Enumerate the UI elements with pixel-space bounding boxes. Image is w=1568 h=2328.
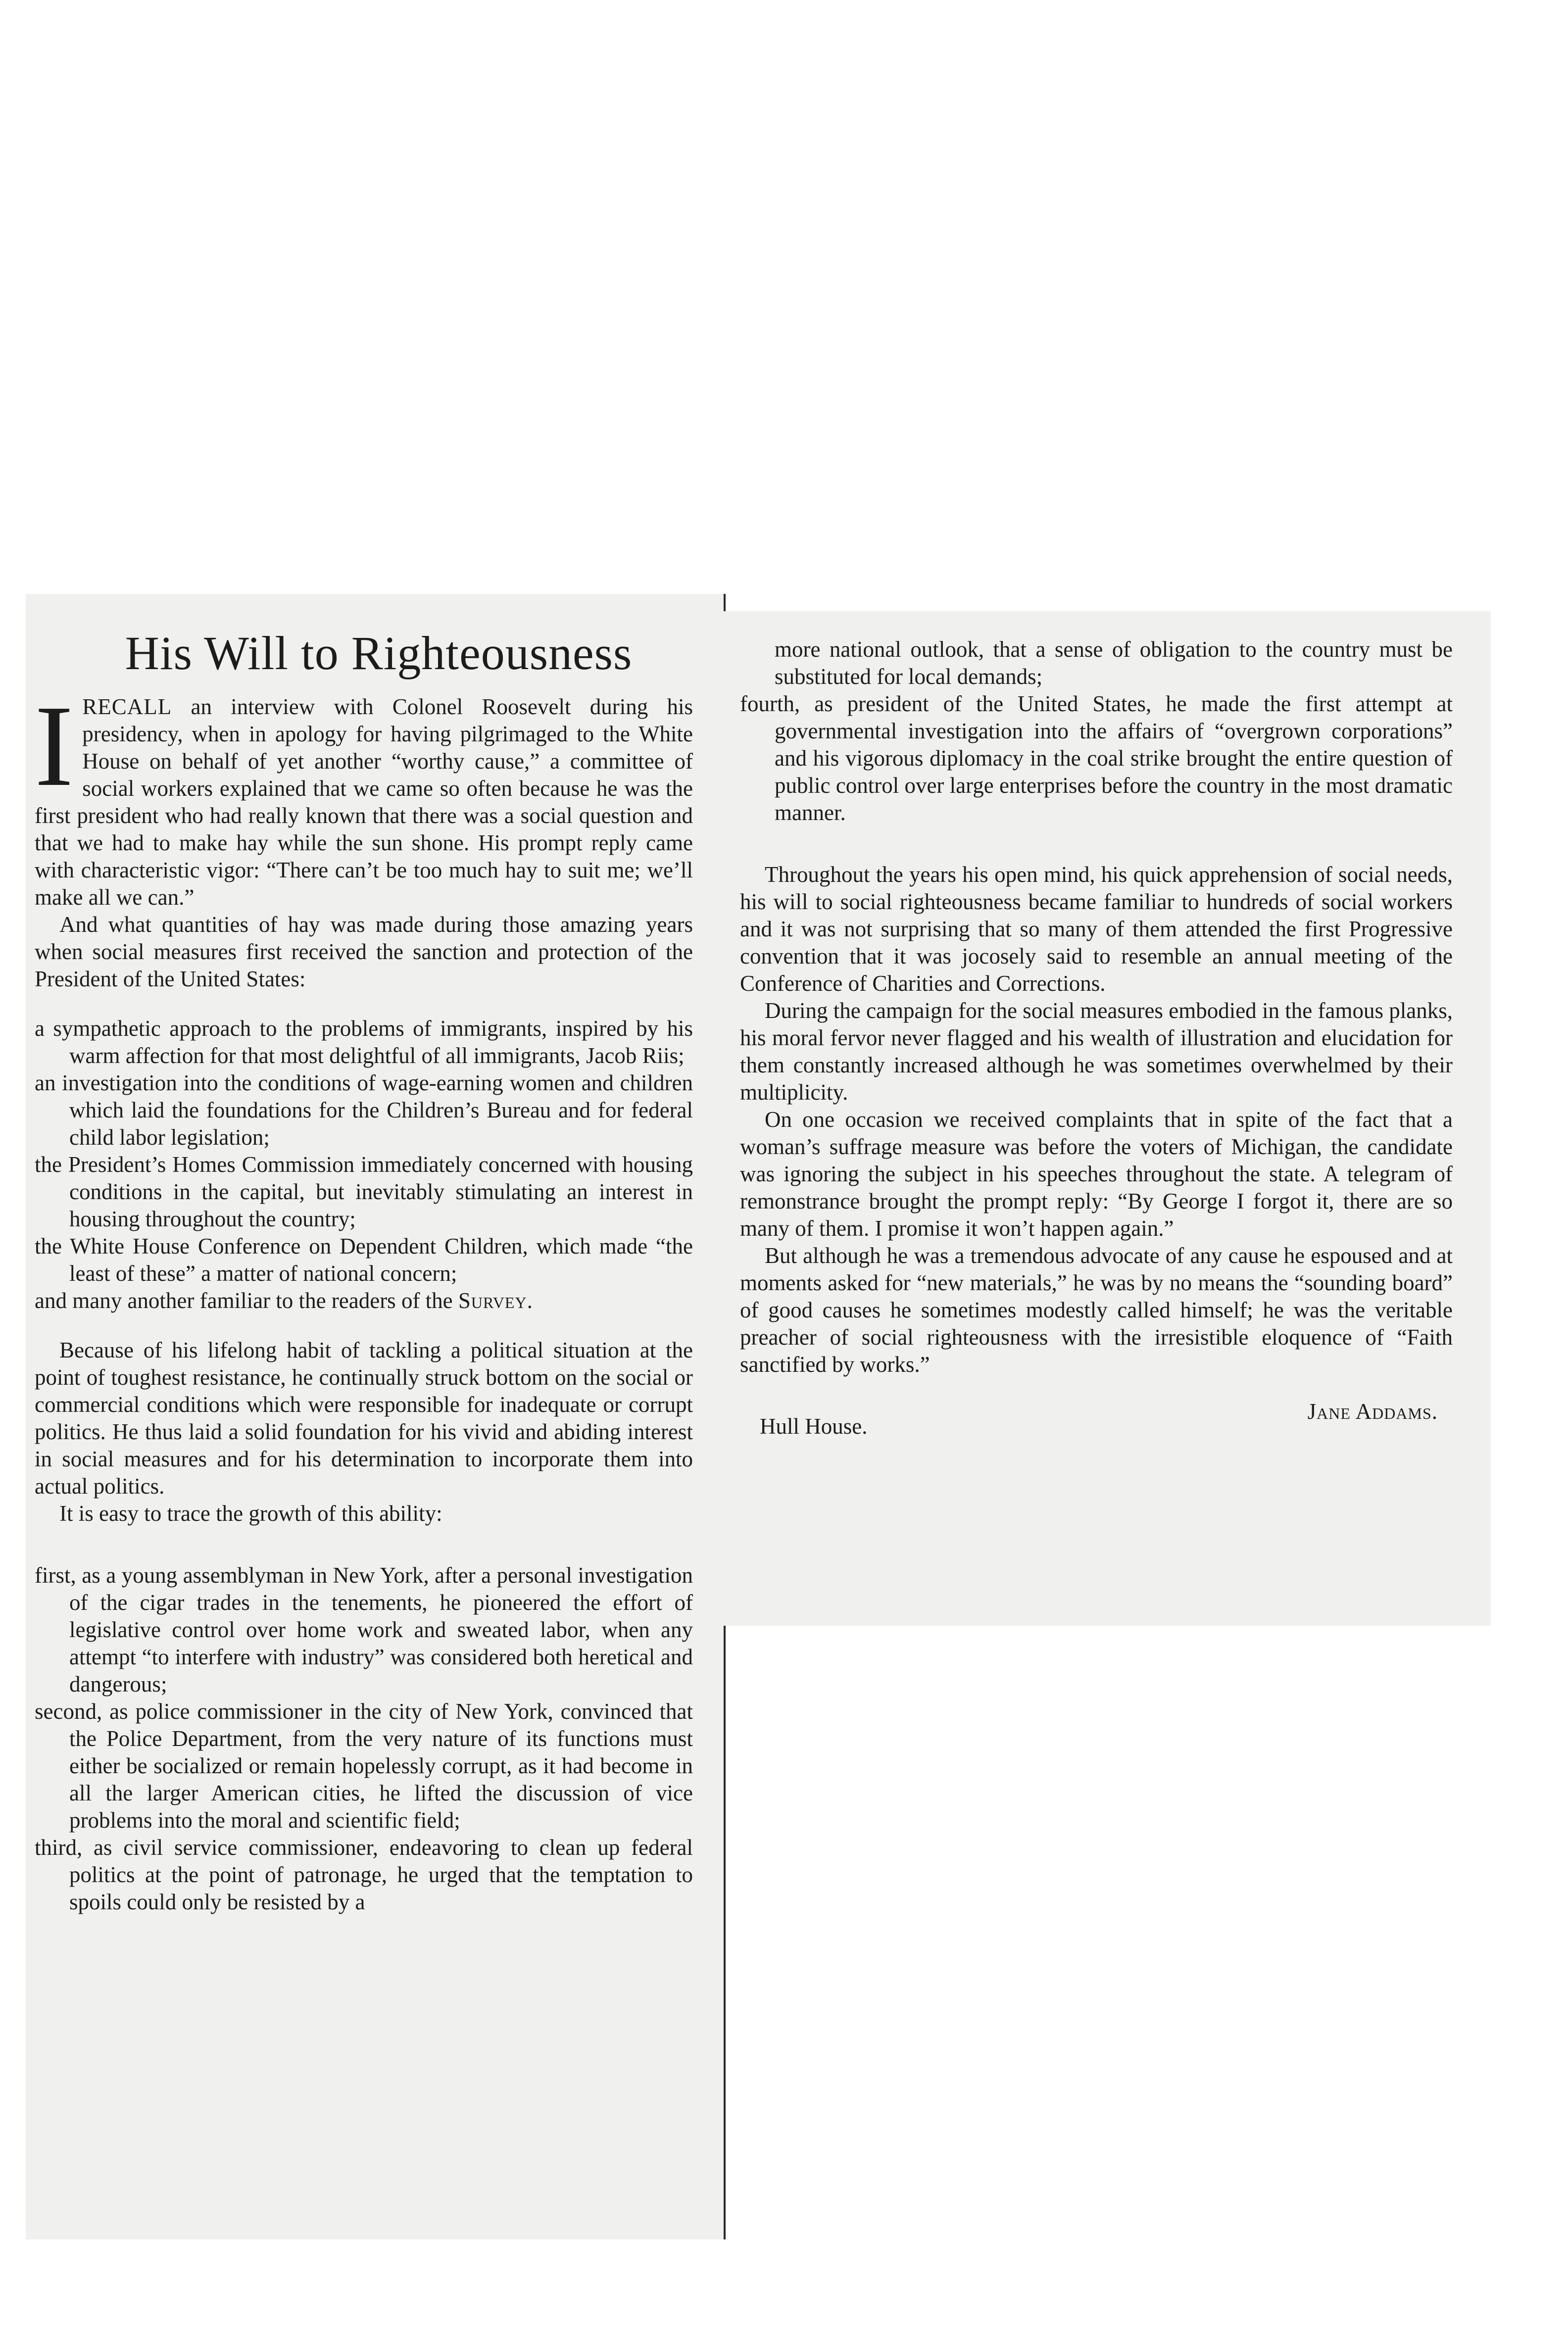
- list-item: the White House Conference on Dependent Children, which made “the least of these” a matter of national concern;: [35, 1233, 693, 1286]
- list-item: fourth, as president of the United States, he made the first attempt at governmental investigation into the affairs of “overgrown corporations” and his vigorous diplomacy in the coal strike brought the entire question of public control over large enterprises before the country in the most dramatic manner.: [740, 691, 1453, 825]
- opening-paragraph: [35, 681, 693, 911]
- opening-lead-word: RECALL: [82, 694, 172, 719]
- paragraph-advocate: But although he was a tremendous advocate of any cause he espoused and at moments asked for “new materials,” he was by no means the “sounding board” of good causes he sometimes modestly called himself; he was the veritable preacher of social righteousness with the irresistible eloquence of “Faith sanctified by works.”: [740, 1243, 1453, 1377]
- career-list: [35, 1562, 693, 1916]
- list-item: an investigation into the conditions of wage-earning women and children which laid the foundations for the Children’s Bureau and for federal child labor legislation;: [35, 1070, 693, 1150]
- author-name: Jane Addams.: [1307, 1399, 1438, 1424]
- opening-paragraph-text: an interview with Colonel Roosevelt during his presidency, when in apology for having pilgrimaged to the White House on behalf of yet another “worthy cause,” a committee of social workers explained that we came so often because he was the first president who had really known that there was a social question and that we had to make hay while the sun shone. His prompt reply came with characteristic vigor: “There can’t be too much hay to suit me; we’ll make all we can.”: [35, 694, 693, 910]
- list-item: a sympathetic approach to the problems of immigrants, inspired by his warm affection for that most delightful of all immigrants, Jacob Riis;: [35, 1016, 693, 1068]
- signature-block: [740, 1398, 1453, 1440]
- paragraph-open-mind: Throughout the years his open mind, his quick apprehension of social needs, his will to social righteousness became familiar to hundreds of social workers and it was not surprising that so many of them attended the first Progressive convention that it was jocosely said to resemble an annual meeting of the Conference of Charities and Corrections.: [740, 862, 1453, 996]
- continued-text: more national outlook, that a sense of obligation to the country must be substituted for local demands;: [775, 637, 1453, 689]
- right-column: [740, 636, 1453, 1440]
- list-item: [35, 1287, 693, 1314]
- place-line: Hull House.: [760, 1414, 868, 1439]
- drop-cap: I: [35, 681, 74, 810]
- list-item: second, as police commissioner in the city of New York, convinced that the Police Department, from the very nature of its functions must either be socialized or remain hopelessly corrupt, as it had become in all the larger American cities, he lifted the discussion of vice problems into the moral and scientific field;: [35, 1698, 693, 1833]
- career-list-continued: [740, 690, 1453, 826]
- list-item-text: and many another familiar to the readers of the: [35, 1288, 458, 1313]
- paragraph-campaign: During the campaign for the social measures embodied in the famous planks, his moral fervor never flagged and his wealth of illustration and elucidation for them constantly increased although he was sometimes overwhelmed by their multiplicity.: [740, 998, 1453, 1105]
- list-item: third, as civil service commissioner, endeavoring to clean up federal politics at the point of patronage, he urged that the temptation to spoils could only be resisted by a: [35, 1835, 693, 1914]
- list-item: first, as a young assemblyman in New York, after a personal investigation of the cigar trades in the tenements, he pioneered the effort of legislative control over home work and sweated labor, when any attempt “to interfere with industry” was considered both heretical and dangerous;: [35, 1562, 693, 1697]
- paragraph-lifelong-habit: Because of his lifelong habit of tackling a political situation at the point of toughest resistance, he continually struck bottom on the social or commercial conditions which were responsible for inadequate or corrupt politics. He thus laid a solid foundation for his vivid and abiding interest in social measures and for his determination to incorporate them into actual politics.: [35, 1337, 693, 1499]
- measures-list: [35, 1015, 693, 1314]
- article-title: His Will to Righteousness: [125, 627, 633, 679]
- left-column: [35, 629, 693, 1916]
- survey-name: Survey.: [458, 1288, 533, 1313]
- paragraph-hay: And what quantities of hay was made during those amazing years when social measures first received the sanction and protection of the President of the United States:: [35, 912, 693, 991]
- list-item: the President’s Homes Commission immediately concerned with housing conditions in the capital, but inevitably stimulating an interest in housing throughout the country;: [35, 1152, 693, 1231]
- paragraph-trace-growth: It is easy to trace the growth of this ability:: [59, 1501, 442, 1526]
- paragraph-michigan: On one occasion we received complaints that in spite of the fact that a woman’s suffrage measure was before the voters of Michigan, the candidate was ignoring the subject in his speeches throughout the state. A telegram of remonstrance brought the prompt reply: “By George I forgot it, there are so many of them. I promise it won’t happen again.”: [740, 1107, 1453, 1241]
